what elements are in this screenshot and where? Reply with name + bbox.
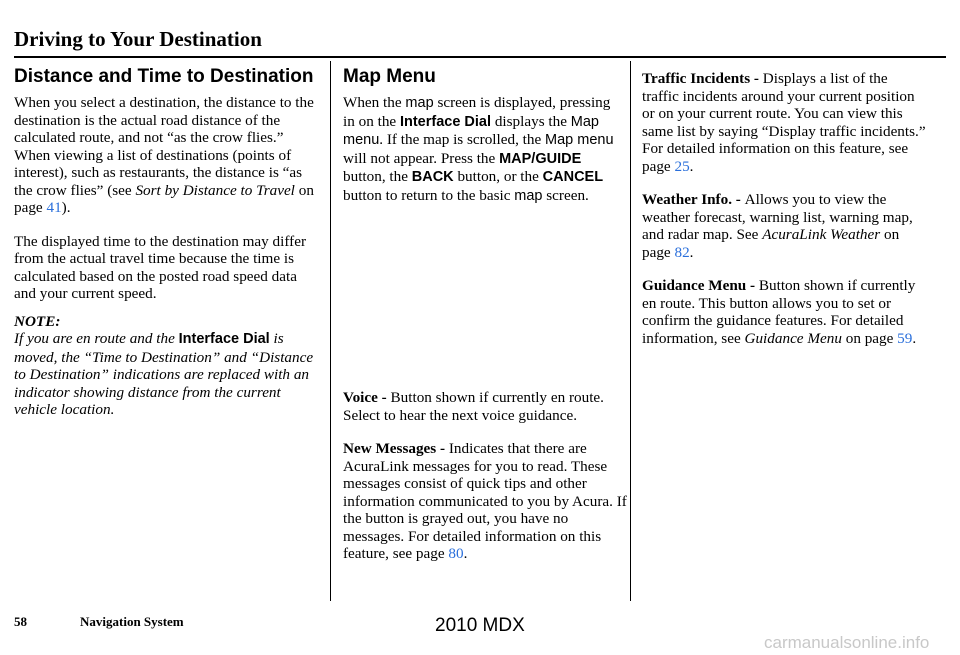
- guidance-menu-reference: Guidance Menu: [744, 329, 842, 347]
- text: If you are en route and the: [14, 330, 179, 347]
- voice-term: Voice -: [343, 389, 391, 406]
- map-menu-term: Map menu: [545, 132, 614, 148]
- page-link-25[interactable]: 25: [674, 157, 690, 175]
- text: When you select a destination, the distance to the destination is the actual road distance of the calculated route, and not “as the crow flies.” When viewing a list of destinations (points of interest), such as restaurants, the distance is “as the crow flies” (see: [14, 94, 314, 199]
- interface-dial-term: Interface Dial: [178, 331, 270, 347]
- text: on page: [841, 329, 898, 347]
- map-term: map: [405, 95, 434, 111]
- back-button-term: BACK: [411, 169, 454, 185]
- text: screen is displayed, pressing in on the: [343, 94, 611, 130]
- text: Indicates that there are AcuraLink messages for you to read. These messages consist of quick tips and other information communicated to you by Acura. If the button is grayed out, you have no messages. For detailed information on this feature, see page: [343, 440, 627, 562]
- text: screen.: [542, 186, 589, 204]
- column-left: [14, 66, 314, 419]
- map-menu-term: Map menu: [343, 113, 599, 148]
- text: When the: [343, 94, 406, 111]
- text: will not appear. Press the: [343, 149, 500, 167]
- guidance-menu-term: Guidance Menu -: [642, 277, 759, 294]
- interface-dial-term: Interface Dial: [399, 113, 492, 130]
- new-messages-item: [343, 440, 633, 563]
- paragraph-time: The displayed time to the destination may differ from the actual travel time because the time is calculated based on the posted road speed data and your current speed.: [14, 232, 307, 302]
- map-term: map: [514, 187, 543, 204]
- title-rule: [14, 56, 946, 58]
- model-watermark: 2010 MDX: [435, 615, 525, 636]
- text: on page: [14, 181, 314, 216]
- page-link-82[interactable]: 82: [674, 243, 690, 261]
- text: on page: [642, 226, 900, 261]
- text: . If the map is scrolled, the: [379, 131, 546, 148]
- note-body: [14, 330, 314, 419]
- voice-item: [343, 389, 633, 424]
- new-messages-term: New Messages -: [343, 440, 449, 457]
- page-link-80[interactable]: 80: [448, 545, 464, 562]
- page-number: 58: [14, 614, 27, 629]
- traffic-incidents-term: Traffic Incidents -: [642, 70, 763, 87]
- text: button, the: [343, 168, 412, 185]
- guidance-menu-item: [642, 277, 927, 347]
- text: Displays a list of the traffic incidents around your current position or on your current route. You can view this same list by saying “Display traffic incidents.” For detailed information on this feature, see page: [642, 70, 926, 175]
- text: Button shown if currently en route. Select to hear the next voice guidance.: [343, 389, 604, 424]
- text: .: [689, 243, 694, 261]
- footer-title: Navigation System: [80, 614, 184, 629]
- text: button to return to the basic: [343, 186, 515, 204]
- text: Allows you to view the weather forecast, warning list, warning map, and radar map. See: [642, 191, 913, 243]
- site-watermark: carmanualsonline.info: [764, 633, 930, 652]
- column-middle: [343, 66, 621, 205]
- page-title: Driving to Your Destination: [14, 27, 262, 51]
- text: button, or the: [453, 168, 543, 185]
- map-guide-button-term: MAP/GUIDE: [499, 150, 582, 167]
- text: .: [689, 157, 694, 175]
- weather-info-term: Weather Info. -: [642, 191, 745, 208]
- text: is moved, the “Time to Destination” and “Distance to Destination” indications are replaced with an indicator showing distance from the current vehicle location.: [14, 330, 314, 418]
- weather-info-item: [642, 191, 927, 261]
- column-right: [642, 70, 927, 347]
- acuralink-weather-reference: AcuraLink Weather: [762, 226, 881, 243]
- column-divider-1: [330, 61, 331, 601]
- page-link-41[interactable]: 41: [46, 199, 62, 216]
- cancel-button-term: CANCEL: [542, 169, 604, 185]
- section-heading-map-menu: Map Menu: [343, 66, 436, 87]
- text: .: [912, 329, 917, 347]
- sort-by-distance-reference: Sort by Distance to Travel: [135, 181, 295, 199]
- text: Button shown if currently en route. This button allows you to set or confirm the guidance features. For detailed information, see: [642, 277, 916, 347]
- voice-messages-block: [343, 389, 633, 563]
- section-heading-distance-time: Distance and Time to Destination: [14, 66, 314, 87]
- page-link-59[interactable]: 59: [897, 329, 913, 347]
- text: ).: [61, 199, 71, 216]
- text: displays the: [491, 112, 571, 130]
- text: .: [463, 545, 468, 562]
- paragraph-map-menu: [343, 94, 621, 205]
- traffic-incidents-item: [642, 70, 927, 175]
- note-label: NOTE:: [14, 312, 61, 330]
- paragraph-distance: [14, 94, 314, 217]
